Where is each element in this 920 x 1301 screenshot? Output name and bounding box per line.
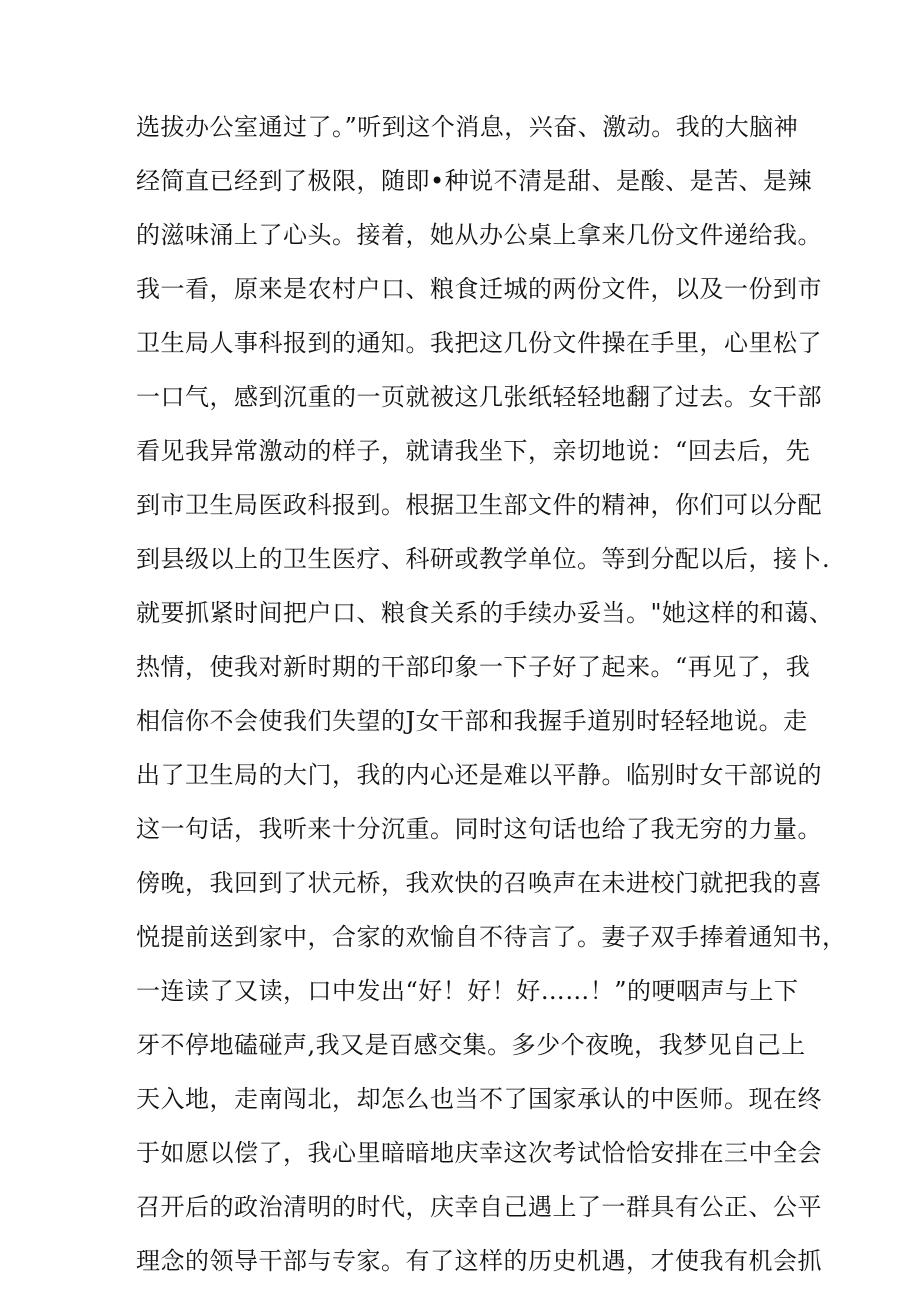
text-line-7: 看见我异常激动的样子，就请我坐下，亲切地说：“回去后，先	[136, 437, 811, 465]
text-line-10: 就要抓紧时间把户口、粮食关系的手续办妥当。"她这样的和蔼、	[136, 599, 834, 627]
text-line-22: 理念的领导干部与专家。有了这样的历史机遇，才使我有机会抓	[136, 1247, 822, 1275]
text-line-18: 牙不停地磕碰声,我又是百感交集。多少个夜晚，我梦见自己上	[136, 1031, 806, 1059]
text-line-15: 傍晚，我回到了状元桥，我欢快的召唤声在未进校门就把我的喜	[136, 869, 822, 897]
text-line-4: 我一看，原来是农村户口、粮食迁城的两份文件，以及一份到市	[136, 275, 822, 303]
text-line-8: 到市卫生局医政科报到。根据卫生部文件的精神，你们可以分配	[136, 491, 822, 519]
body-text	[136, 100, 847, 1288]
text-line-1: 选拔办公室通过了。”听到这个消息，兴奋、激动。我的大脑神	[136, 113, 799, 141]
text-line-11: 热情，使我对新时期的干部印象一下子好了起来。“再见了，我	[136, 653, 811, 681]
text-line-5: 卫生局人事科报到的通知。我把这几份文件操在手里，心里松了	[136, 329, 822, 357]
text-line-20: 于如愿以偿了，我心里暗暗地庆幸这次考试恰恰安排在三中全会	[136, 1139, 822, 1167]
text-line-17: 一连读了又读，口中发出“好！好！好……！”的哽咽声与上下	[136, 977, 799, 1005]
text-line-9: 到县级以上的卫生医疗、科研或教学单位。等到分配以后，接卜.	[136, 545, 831, 573]
text-line-3: 的滋味涌上了心头。接着，她从办公桌上拿来几份文件递给我。	[136, 221, 822, 249]
text-line-19: 天入地，走南闯北，却怎么也当不了国家承认的中医师。现在终	[136, 1085, 822, 1113]
text-line-16: 悦提前送到家中，合家的欢愉自不待言了。妻子双手捧着通知书，	[136, 923, 847, 951]
text-line-2: 经简直已经到了极限，随即•种说不清是甜、是酸、是苦、是辣	[136, 167, 813, 195]
text-line-14: 这一句话，我听来十分沉重。同时这句话也给了我无穷的力量。	[136, 815, 822, 843]
text-line-12: 相信你不会使我们失望的J女干部和我握手道别时轻轻地说。走	[136, 707, 808, 735]
text-line-21: 召开后的政治清明的时代，庆幸自己遇上了一群具有公正、公平	[136, 1193, 822, 1221]
text-line-6: 一口气，感到沉重的一页就被这几张纸轻轻地翻了过去。女干部	[136, 383, 822, 411]
text-line-13: 出了卫生局的大门，我的内心还是难以平静。临别时女干部说的	[136, 761, 822, 789]
